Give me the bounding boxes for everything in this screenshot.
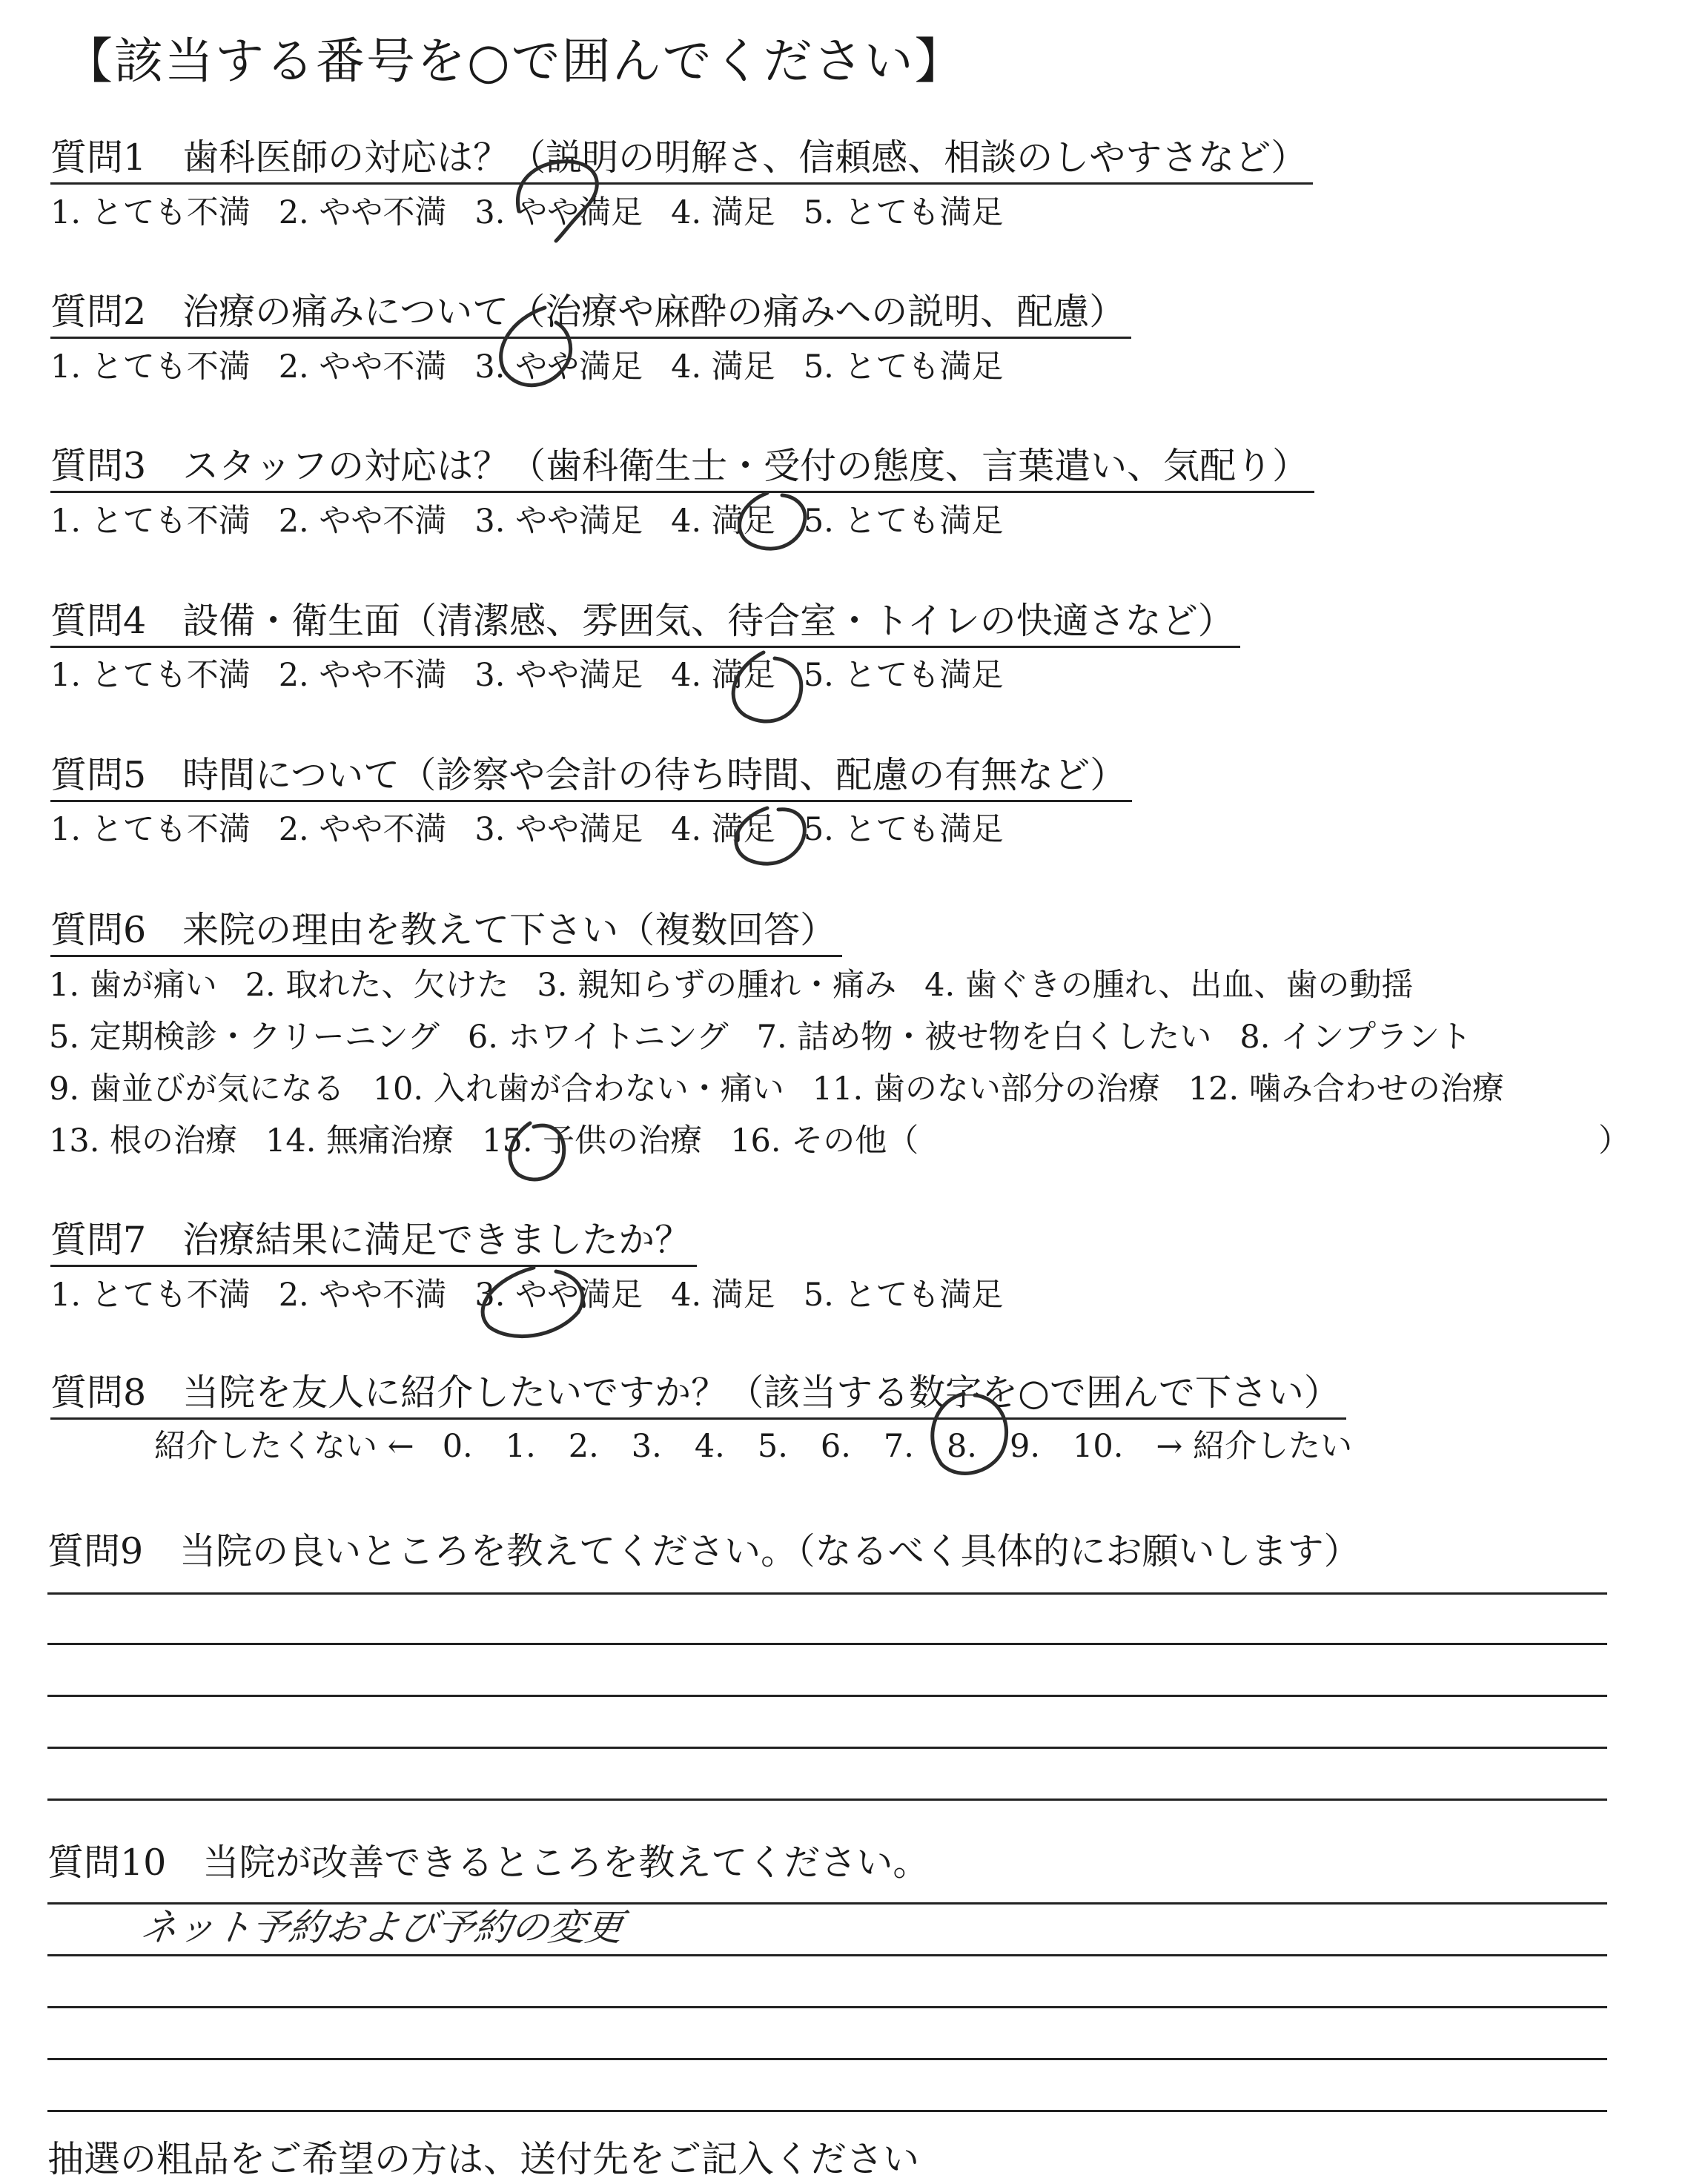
option-4[interactable]: 4. 満足: [671, 657, 775, 694]
option-2[interactable]: 2. やや不満: [278, 657, 447, 694]
scale-left-label: 紹介したくない ←: [154, 1428, 414, 1465]
option-4[interactable]: 4. 満足: [671, 194, 775, 231]
reason-2[interactable]: 2. 取れた、欠けた: [245, 967, 509, 1004]
option-5[interactable]: 5. とても満足: [803, 657, 1004, 694]
option-5[interactable]: 5. とても満足: [803, 348, 1004, 385]
answer-line[interactable]: [47, 2110, 1607, 2112]
answer-line[interactable]: [47, 1747, 1607, 1749]
question-1-options: [50, 191, 1032, 234]
question-9-title: 質問9 当院の良いところを教えてください。（なるべく具体的にお願いします）: [47, 1530, 1360, 1572]
question-2-title: 質問2 治療の痛みについて（治療や麻酔の痛みへの説明、配慮）: [50, 288, 1131, 339]
option-5[interactable]: 5. とても満足: [803, 194, 1004, 231]
option-3[interactable]: 3. やや満足: [474, 503, 643, 540]
option-1[interactable]: 1. とても不満: [50, 811, 251, 848]
question-4-title: 質問4 設備・衛生面（清潔感、雰囲気、待合室・トイレの快適さなど）: [50, 597, 1240, 648]
scale-8[interactable]: 8.: [946, 1428, 977, 1465]
answer-line[interactable]: [47, 1902, 1607, 1905]
reason-10[interactable]: 10. 入れ歯が合わない・痛い: [372, 1071, 784, 1108]
reason-16-close: ）: [1598, 1122, 1630, 1159]
reason-12[interactable]: 12. 噛み合わせの治療: [1188, 1071, 1504, 1108]
answer-line[interactable]: [47, 1799, 1607, 1801]
option-1[interactable]: 1. とても不満: [50, 194, 251, 231]
option-2[interactable]: 2. やや不満: [278, 1277, 447, 1314]
question-4-options: [50, 654, 1032, 697]
option-3[interactable]: 3. やや満足: [474, 1277, 643, 1314]
option-2[interactable]: 2. やや不満: [278, 348, 447, 385]
question-6-line-2: [49, 1016, 1500, 1059]
option-3[interactable]: 3. やや満足: [474, 194, 643, 231]
option-4[interactable]: 4. 満足: [671, 1277, 775, 1314]
handwritten-answer: ネット予約および予約の変更: [137, 1906, 626, 1949]
scale-1[interactable]: 1.: [505, 1428, 536, 1465]
question-7-title: 質問7 治療結果に満足できましたか？: [50, 1216, 697, 1267]
option-2[interactable]: 2. やや不満: [278, 194, 447, 231]
option-1[interactable]: 1. とても不満: [50, 348, 251, 385]
question-2-options: [50, 345, 1032, 388]
option-4[interactable]: 4. 満足: [671, 811, 775, 848]
question-6-line-3: [49, 1068, 1532, 1111]
answer-line[interactable]: [47, 1643, 1607, 1645]
question-8-scale: [154, 1425, 1380, 1468]
option-2[interactable]: 2. やや不満: [278, 503, 447, 540]
reason-5[interactable]: 5. 定期検診・クリーニング: [49, 1019, 440, 1056]
scale-3[interactable]: 3.: [631, 1428, 662, 1465]
scale-2[interactable]: 2.: [568, 1428, 599, 1465]
answer-line[interactable]: [47, 1954, 1607, 1956]
answer-line[interactable]: [47, 2006, 1607, 2008]
reason-1[interactable]: 1. 歯が痛い: [49, 967, 217, 1004]
option-2[interactable]: 2. やや不満: [278, 811, 447, 848]
reason-6[interactable]: 6. ホワイトニング: [467, 1019, 729, 1056]
question-8-title: 質問8 当院を友人に紹介したいですか？（該当する数字を○で囲んで下さい）: [50, 1369, 1346, 1420]
reason-13[interactable]: 13. 根の治療: [49, 1122, 238, 1159]
answer-line[interactable]: [47, 1695, 1607, 1697]
option-1[interactable]: 1. とても不満: [50, 503, 251, 540]
scale-9[interactable]: 9.: [1009, 1428, 1041, 1465]
reason-3[interactable]: 3. 親知らずの腫れ・痛み: [537, 967, 897, 1004]
reason-4[interactable]: 4. 歯ぐきの腫れ、出血、歯の動揺: [924, 967, 1414, 1004]
option-5[interactable]: 5. とても満足: [803, 503, 1004, 540]
page-title: 【該当する番号を○で囲んでください】: [64, 33, 965, 90]
reason-8[interactable]: 8. インプラント: [1239, 1019, 1472, 1056]
option-4[interactable]: 4. 満足: [671, 348, 775, 385]
option-1[interactable]: 1. とても不満: [50, 657, 251, 694]
option-3[interactable]: 3. やや満足: [474, 657, 643, 694]
answer-line[interactable]: [47, 2058, 1607, 2060]
reason-7[interactable]: 7. 詰め物・被せ物を白くしたい: [756, 1019, 1212, 1056]
question-3-title: 質問3 スタッフの対応は？（歯科衛生士・受付の態度、言葉遣い、気配り）: [50, 442, 1314, 493]
question-6-line-1: [49, 964, 1441, 1007]
reason-11[interactable]: 11. 歯のない部分の治療: [812, 1071, 1160, 1108]
option-5[interactable]: 5. とても満足: [803, 811, 1004, 848]
bottom-instruction: 抽選の粗品をご希望の方は、送付先をご記入ください: [47, 2138, 920, 2180]
question-1-title: 質問1 歯科医師の対応は？（説明の明解さ、信頼感、相談のしやすさなど）: [50, 133, 1313, 185]
question-3-options: [50, 500, 1032, 543]
answer-line[interactable]: [47, 1592, 1607, 1595]
option-3[interactable]: 3. やや満足: [474, 348, 643, 385]
question-6-title: 質問6 来院の理由を教えて下さい（複数回答）: [50, 906, 842, 957]
question-6-line-4: [49, 1119, 1630, 1162]
scale-4[interactable]: 4.: [694, 1428, 725, 1465]
scale-0[interactable]: 0.: [442, 1428, 473, 1465]
option-3[interactable]: 3. やや満足: [474, 811, 643, 848]
reason-15[interactable]: 15. 子供の治療: [482, 1122, 703, 1159]
reason-14[interactable]: 14. 無痛治療: [265, 1122, 454, 1159]
scale-right-label: → 紹介したい: [1156, 1428, 1353, 1465]
question-10-title: 質問10 当院が改善できるところを教えてください。: [47, 1841, 930, 1884]
question-7-options: [50, 1274, 1032, 1317]
scale-5[interactable]: 5.: [757, 1428, 788, 1465]
reason-9[interactable]: 9. 歯並びが気になる: [49, 1071, 345, 1108]
reason-16[interactable]: 16. その他（: [730, 1122, 919, 1159]
scale-7[interactable]: 7.: [883, 1428, 914, 1465]
question-5-title: 質問5 時間について（診察や会計の待ち時間、配慮の有無など）: [50, 751, 1132, 802]
scale-10[interactable]: 10.: [1073, 1428, 1124, 1465]
option-1[interactable]: 1. とても不満: [50, 1277, 251, 1314]
question-5-options: [50, 808, 1032, 851]
option-5[interactable]: 5. とても満足: [803, 1277, 1004, 1314]
scale-6[interactable]: 6.: [820, 1428, 851, 1465]
option-4[interactable]: 4. 満足: [671, 503, 775, 540]
